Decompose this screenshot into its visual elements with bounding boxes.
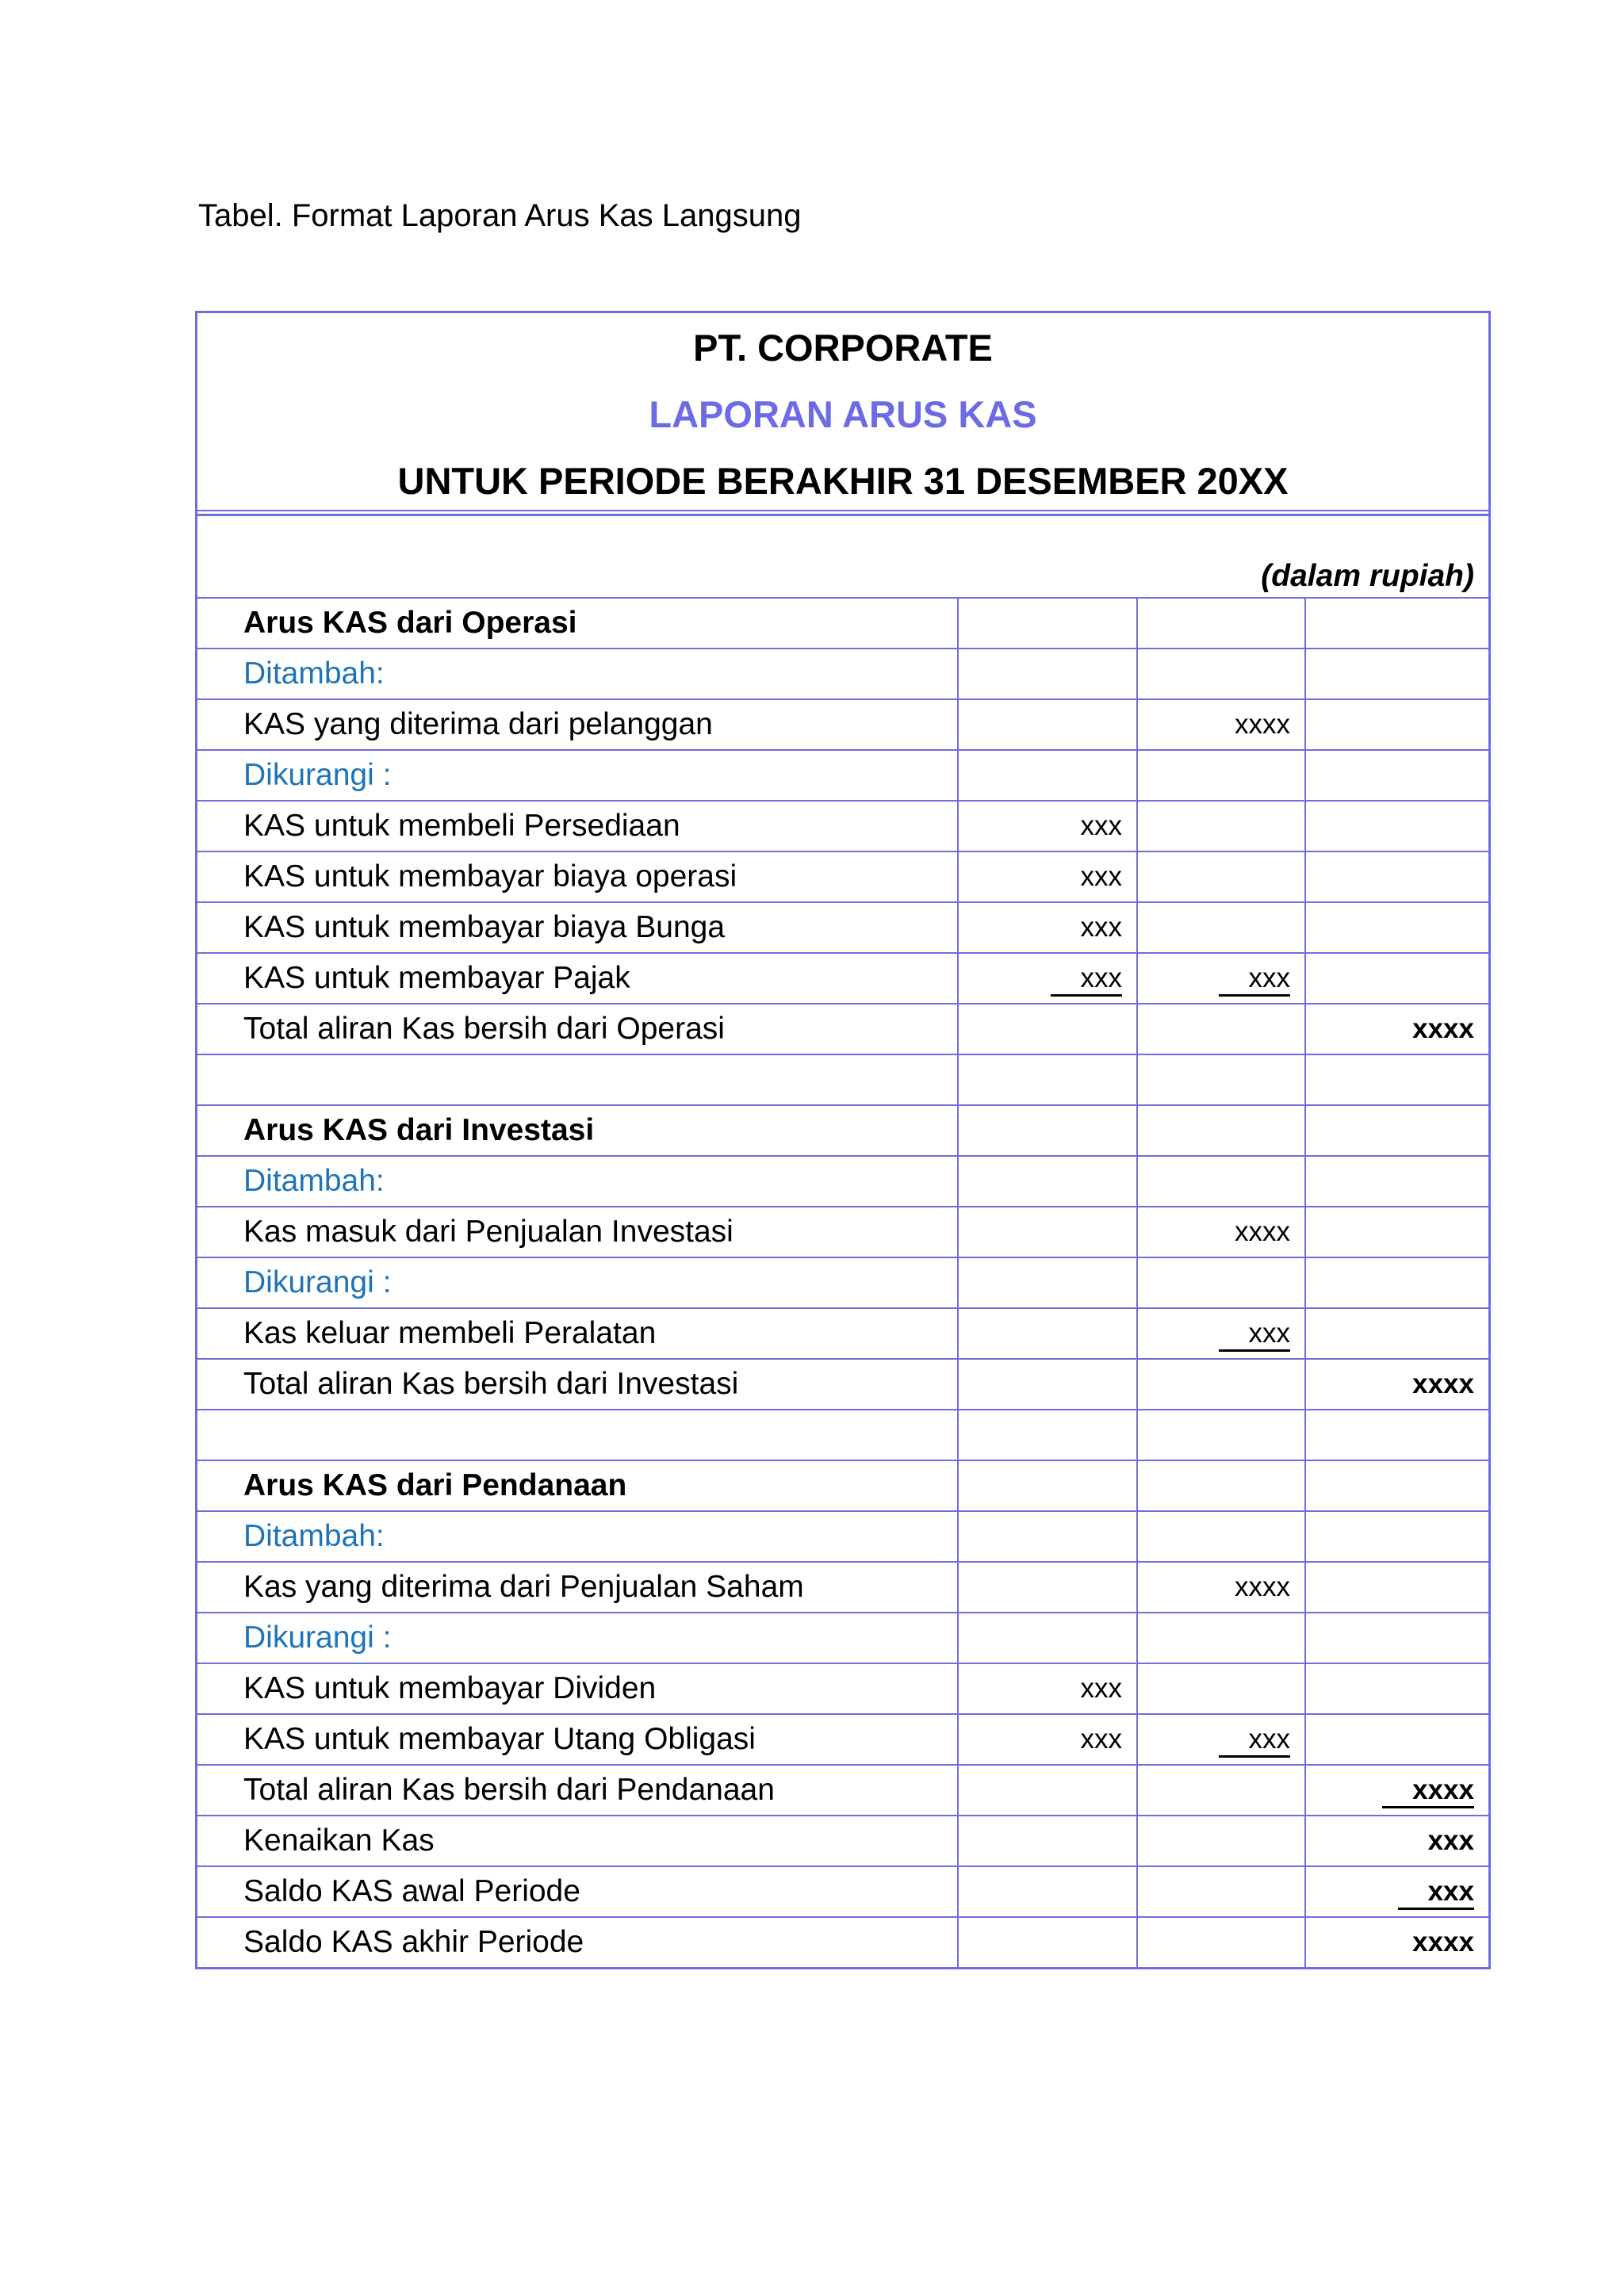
amount-col-2 xyxy=(1137,1156,1305,1207)
amount-value: xxx xyxy=(1080,810,1122,841)
amount-col-3 xyxy=(1305,1207,1488,1257)
line-item-label: Kenaikan Kas xyxy=(197,1816,958,1866)
amount-col-3 xyxy=(1305,1004,1488,1054)
amount-value: xxx xyxy=(1398,1876,1474,1910)
report-title: LAPORAN ARUS KAS xyxy=(649,393,1037,435)
amount-value: xxx xyxy=(1051,962,1123,997)
line-item-label: KAS untuk membayar Dividen xyxy=(197,1663,958,1714)
amount-col-1 xyxy=(958,902,1137,953)
cash-flow-table-body xyxy=(197,599,1488,1967)
subheading-label: Dikurangi : xyxy=(197,1257,958,1308)
amount-col-2 xyxy=(1137,1004,1305,1054)
line-item-label: KAS untuk membayar biaya Bunga xyxy=(197,902,958,953)
amount-col-3 xyxy=(1305,801,1488,851)
amount-col-2 xyxy=(1137,1105,1305,1156)
line-item-label xyxy=(197,1054,958,1105)
amount-col-1 xyxy=(958,699,1137,750)
table-row xyxy=(197,1613,1488,1663)
amount-col-1 xyxy=(958,1663,1137,1714)
amount-col-2 xyxy=(1137,1866,1305,1917)
amount-col-3 xyxy=(1305,599,1488,649)
currency-unit: (dalam rupiah) xyxy=(1261,559,1474,593)
amount-col-2 xyxy=(1137,1917,1305,1967)
amount-col-3 xyxy=(1305,953,1488,1004)
line-item-label: KAS yang diterima dari pelanggan xyxy=(197,699,958,750)
amount-col-2 xyxy=(1137,1410,1305,1460)
amount-col-3 xyxy=(1305,1359,1488,1410)
amount-col-1 xyxy=(958,649,1137,699)
section-heading: Arus KAS dari Operasi xyxy=(197,599,958,649)
amount-col-1 xyxy=(958,599,1137,649)
amount-col-3 xyxy=(1305,1054,1488,1105)
amount-col-1 xyxy=(958,1308,1137,1359)
report-period: UNTUK PERIODE BERAKHIR 31 DESEMBER 20XX xyxy=(397,460,1289,502)
subheading-label: Ditambah: xyxy=(197,649,958,699)
table-row xyxy=(197,1054,1488,1105)
table-row xyxy=(197,750,1488,801)
amount-col-2 xyxy=(1137,1359,1305,1410)
amount-value: xxx xyxy=(1427,1825,1474,1856)
table-row xyxy=(197,1105,1488,1156)
cash-flow-statement xyxy=(195,311,1491,1969)
table-row xyxy=(197,801,1488,851)
amount-col-2 xyxy=(1137,1257,1305,1308)
amount-col-2 xyxy=(1137,1460,1305,1511)
table-row xyxy=(197,1663,1488,1714)
amount-col-3 xyxy=(1305,1105,1488,1156)
line-item-label: Saldo KAS akhir Periode xyxy=(197,1917,958,1967)
amount-col-2 xyxy=(1137,1207,1305,1257)
amount-col-2 xyxy=(1137,1054,1305,1105)
amount-col-1 xyxy=(958,1460,1137,1511)
amount-value: xxx xyxy=(1080,912,1122,943)
amount-col-2 xyxy=(1137,599,1305,649)
amount-col-3 xyxy=(1305,1714,1488,1765)
line-item-label: KAS untuk membeli Persediaan xyxy=(197,801,958,851)
amount-col-2 xyxy=(1137,1308,1305,1359)
table-row xyxy=(197,1511,1488,1562)
amount-col-3 xyxy=(1305,750,1488,801)
amount-col-3 xyxy=(1305,1257,1488,1308)
table-caption: Tabel. Format Laporan Arus Kas Langsung xyxy=(198,198,802,233)
company-name: PT. CORPORATE xyxy=(693,327,993,369)
amount-col-1 xyxy=(958,1816,1137,1866)
report-header xyxy=(197,313,1488,516)
table-row xyxy=(197,1410,1488,1460)
amount-col-2 xyxy=(1137,649,1305,699)
line-item-label: KAS untuk membayar Utang Obligasi xyxy=(197,1714,958,1765)
amount-col-1 xyxy=(958,1613,1137,1663)
subheading-label: Dikurangi : xyxy=(197,750,958,801)
subheading-label: Ditambah: xyxy=(197,1156,958,1207)
amount-col-2 xyxy=(1137,699,1305,750)
table-row xyxy=(197,1460,1488,1511)
amount-value: xxxx xyxy=(1235,1216,1290,1247)
table-row xyxy=(197,1765,1488,1816)
amount-value: xxxx xyxy=(1235,709,1290,740)
line-item-label: KAS untuk membayar biaya operasi xyxy=(197,851,958,902)
amount-col-3 xyxy=(1305,1663,1488,1714)
amount-col-1 xyxy=(958,1714,1137,1765)
table-row xyxy=(197,1207,1488,1257)
line-item-label: Total aliran Kas bersih dari Investasi xyxy=(197,1359,958,1410)
amount-col-1 xyxy=(958,750,1137,801)
table-row xyxy=(197,1562,1488,1613)
amount-value: xxx xyxy=(1080,1724,1122,1755)
amount-col-1 xyxy=(958,1562,1137,1613)
amount-col-3 xyxy=(1305,1410,1488,1460)
amount-col-2 xyxy=(1137,1714,1305,1765)
amount-value: xxx xyxy=(1219,1318,1291,1352)
amount-col-2 xyxy=(1137,1816,1305,1866)
amount-col-1 xyxy=(958,1054,1137,1105)
amount-col-1 xyxy=(958,851,1137,902)
amount-col-1 xyxy=(958,1105,1137,1156)
amount-col-2 xyxy=(1137,851,1305,902)
amount-col-3 xyxy=(1305,1866,1488,1917)
amount-col-3 xyxy=(1305,1613,1488,1663)
table-row xyxy=(197,953,1488,1004)
amount-col-3 xyxy=(1305,851,1488,902)
table-row xyxy=(197,1866,1488,1917)
amount-col-2 xyxy=(1137,801,1305,851)
amount-col-2 xyxy=(1137,750,1305,801)
amount-col-3 xyxy=(1305,1562,1488,1613)
line-item-label xyxy=(197,1410,958,1460)
table-row xyxy=(197,1917,1488,1967)
line-item-label: Kas keluar membeli Peralatan xyxy=(197,1308,958,1359)
amount-col-1 xyxy=(958,1917,1137,1967)
line-item-label: Total aliran Kas bersih dari Operasi xyxy=(197,1004,958,1054)
amount-value: xxx xyxy=(1080,1673,1122,1704)
currency-unit-row xyxy=(197,516,1488,599)
amount-col-3 xyxy=(1305,1765,1488,1816)
table-row xyxy=(197,1257,1488,1308)
table-row xyxy=(197,599,1488,649)
table-row xyxy=(197,902,1488,953)
amount-value: xxxx xyxy=(1382,1774,1474,1808)
subheading-label: Dikurangi : xyxy=(197,1613,958,1663)
amount-col-2 xyxy=(1137,1765,1305,1816)
table-row xyxy=(197,851,1488,902)
amount-col-2 xyxy=(1137,1511,1305,1562)
amount-col-2 xyxy=(1137,1663,1305,1714)
subheading-label: Ditambah: xyxy=(197,1511,958,1562)
cash-flow-table xyxy=(197,599,1488,1967)
table-row xyxy=(197,1816,1488,1866)
amount-col-1 xyxy=(958,801,1137,851)
amount-col-3 xyxy=(1305,1816,1488,1866)
amount-col-2 xyxy=(1137,953,1305,1004)
line-item-label: KAS untuk membayar Pajak xyxy=(197,953,958,1004)
amount-col-2 xyxy=(1137,902,1305,953)
amount-col-1 xyxy=(958,1359,1137,1410)
amount-value: xxxx xyxy=(1412,1368,1474,1399)
amount-col-3 xyxy=(1305,1156,1488,1207)
line-item-label: Kas yang diterima dari Penjualan Saham xyxy=(197,1562,958,1613)
amount-col-1 xyxy=(958,1156,1137,1207)
section-heading: Arus KAS dari Investasi xyxy=(197,1105,958,1156)
table-row xyxy=(197,699,1488,750)
amount-col-3 xyxy=(1305,649,1488,699)
line-item-label: Saldo KAS awal Periode xyxy=(197,1866,958,1917)
amount-value: xxxx xyxy=(1412,1013,1474,1044)
amount-col-2 xyxy=(1137,1613,1305,1663)
table-row xyxy=(197,1308,1488,1359)
amount-value: xxx xyxy=(1080,861,1122,892)
table-row xyxy=(197,1156,1488,1207)
amount-col-3 xyxy=(1305,1308,1488,1359)
amount-col-3 xyxy=(1305,902,1488,953)
amount-col-1 xyxy=(958,1410,1137,1460)
line-item-label: Total aliran Kas bersih dari Pendanaan xyxy=(197,1765,958,1816)
table-row xyxy=(197,649,1488,699)
amount-col-1 xyxy=(958,1004,1137,1054)
amount-col-1 xyxy=(958,1257,1137,1308)
amount-value: xxx xyxy=(1219,1724,1291,1758)
amount-col-1 xyxy=(958,1765,1137,1816)
amount-col-3 xyxy=(1305,1460,1488,1511)
amount-col-1 xyxy=(958,1207,1137,1257)
amount-value: xxxx xyxy=(1235,1571,1290,1602)
amount-col-3 xyxy=(1305,1917,1488,1967)
amount-col-1 xyxy=(958,1511,1137,1562)
amount-value: xxxx xyxy=(1412,1927,1474,1957)
table-row xyxy=(197,1714,1488,1765)
amount-value: xxx xyxy=(1219,962,1291,997)
table-row xyxy=(197,1359,1488,1410)
amount-col-3 xyxy=(1305,1511,1488,1562)
table-row xyxy=(197,1004,1488,1054)
amount-col-2 xyxy=(1137,1562,1305,1613)
line-item-label: Kas masuk dari Penjualan Investasi xyxy=(197,1207,958,1257)
section-heading: Arus KAS dari Pendanaan xyxy=(197,1460,958,1511)
amount-col-1 xyxy=(958,953,1137,1004)
amount-col-1 xyxy=(958,1866,1137,1917)
amount-col-3 xyxy=(1305,699,1488,750)
